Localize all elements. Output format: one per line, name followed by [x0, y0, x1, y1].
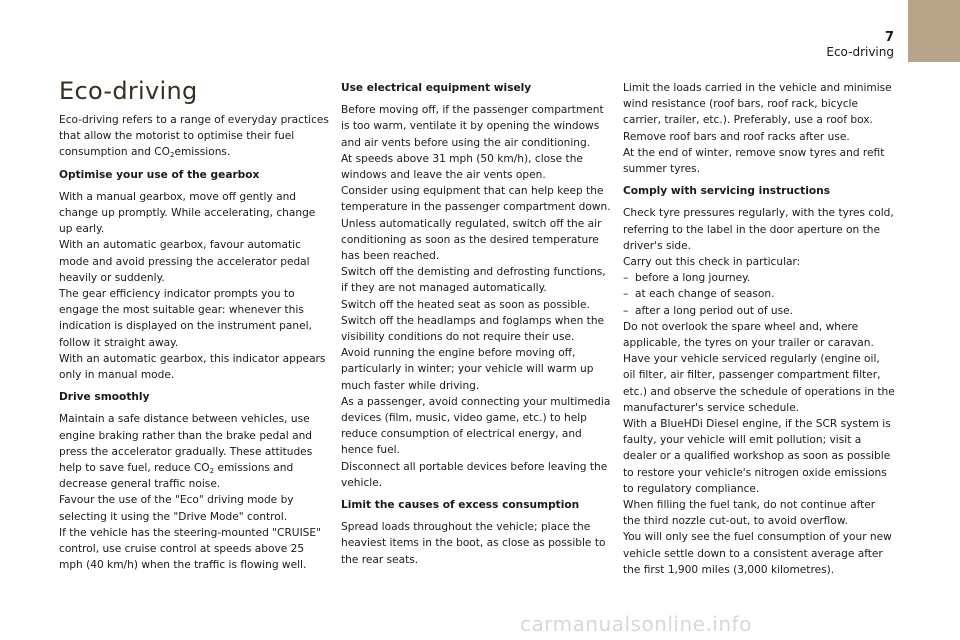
gearbox-line: With a manual gearbox, move off gently and change up promptly. While accelerating, change up early.: [59, 190, 316, 236]
electrical-line: Consider using equipment that can help keep the temperature in the passenger compartment down.: [341, 185, 611, 214]
page-header: [826, 30, 894, 60]
smooth-text: Maintain a safe distance between vehicles, use engine braking rather than the brake pedal and press the accelerator gradually. These attitudes help to save fuel, reduce CO: [59, 413, 313, 475]
excess-line: Spread loads throughout the vehicle; place the heaviest items in the boot, as close as possible to the rear seats.: [341, 521, 606, 566]
servicing-line: With a BlueHDi Diesel engine, if the SCR system is faulty, your vehicle will emit pollution; visit a dealer or a qualified workshop as soon as possible to restore your vehicle's nitrogen oxide emissions to regulatory compliance.: [623, 418, 891, 495]
intro-subscript: 2: [170, 151, 175, 160]
electrical-line: Switch off the heated seat as soon as possible.: [341, 298, 590, 311]
column-2: [341, 80, 613, 568]
electrical-line: Avoid running the engine before moving off, particularly in winter; your vehicle will warm up much faster while driving.: [341, 347, 594, 392]
servicing-line: Check tyre pressures regularly, with the tyres cold, referring to the label in the door aperture on the driver's side.: [623, 207, 894, 252]
electrical-section: [341, 102, 613, 491]
gearbox-line: With an automatic gearbox, favour automatic mode and avoid pressing the accelerator pedal heavily or suddenly.: [59, 239, 310, 284]
servicing-line: When filling the fuel tank, do not continue after the third nozzle cut-out, to avoid overflow.: [623, 499, 876, 528]
intro-text: Eco-driving refers to a range of everyday practices that allow the motorist to optimise their fuel consumption and CO: [59, 114, 329, 159]
servicing-section: [623, 205, 895, 578]
load-line: Limit the loads carried in the vehicle and minimise wind resistance (roof bars, roof rack, bicycle carrier, trailer, etc.). Preferably, use a roof box.: [623, 82, 892, 127]
smooth-paragraph: [59, 411, 331, 492]
electrical-line: Unless automatically regulated, switch off the air conditioning as soon as the desired temperature has been reached.: [341, 217, 602, 263]
heading-drive-smoothly: Drive smoothly: [59, 391, 150, 404]
heading-excess-consumption: Limit the causes of excess consumption: [341, 499, 580, 512]
heading-gearbox: Optimise your use of the gearbox: [59, 168, 260, 181]
smooth-text-end: emissions and decrease general traffic noise.: [59, 462, 294, 491]
dash-list-item: – after a long period out of use.: [623, 303, 895, 319]
electrical-line: At speeds above 31 mph (50 km/h), close the windows and leave the air vents open.: [341, 152, 583, 182]
section-title: Eco-driving: [826, 45, 894, 59]
electrical-line: Switch off the headlamps and foglamps when the visibility conditions do not require their use.: [341, 314, 605, 344]
intro-paragraph: [59, 112, 331, 161]
load-line: Remove roof bars and roof racks after use.: [623, 130, 850, 143]
servicing-line: You will only see the fuel consumption of your new vehicle settle down to a consistent average after the first 1,900 miles (3,000 kilometres).: [623, 531, 892, 576]
electrical-line: Before moving off, if the passenger compartment is too warm, ventilate it by opening the windows and air vents before using the air conditioning.: [341, 104, 604, 149]
load-line: At the end of winter, remove snow tyres and refit summer tyres.: [623, 146, 885, 176]
chapter-tab: [908, 0, 960, 62]
gearbox-section: [59, 189, 331, 383]
servicing-line: Carry out this check in particular:: [623, 256, 801, 269]
servicing-line: Do not overlook the spare wheel and, where applicable, the tyres on your trailer or caravan.: [623, 320, 874, 350]
smooth-line: If the vehicle has the steering-mounted "CRUISE" control, use cruise control at speeds above 25 mph (40 km/h) when the traffic is flowing well.: [59, 526, 321, 572]
heading-electrical: Use electrical equipment wisely: [341, 82, 532, 94]
smooth-section: [59, 411, 331, 573]
smooth-line: Favour the use of the "Eco" driving mode by selecting it using the "Drive Mode" control.: [59, 494, 294, 523]
gearbox-line: With an automatic gearbox, this indicator appears only in manual mode.: [59, 352, 326, 382]
dash-list-item: – before a long journey.: [623, 270, 895, 286]
gearbox-line: The gear efficiency indicator prompts you to engage the most suitable gear: whenever this indication is displayed on the instrument panel, follow it straight away.: [59, 288, 312, 349]
servicing-line: Have your vehicle serviced regularly (engine oil, oil filter, air filter, passenger compartment filter, etc.) and observe the schedule of operations in the manufacturer's service schedule.: [623, 353, 895, 414]
column-3: [623, 80, 895, 578]
intro-text-end: emissions.: [174, 146, 231, 159]
smooth-subscript: 2: [209, 467, 215, 476]
excess-section: [341, 519, 613, 568]
page-title: Eco-driving: [59, 77, 198, 105]
watermark: carmanualsonline.info: [520, 612, 752, 636]
electrical-line: Disconnect all portable devices before leaving the vehicle.: [341, 460, 608, 489]
dash-list-item: – at each change of season.: [623, 286, 895, 302]
load-section: [623, 80, 895, 177]
page-number: 7: [884, 30, 894, 45]
electrical-line: As a passenger, avoid connecting your multimedia devices (film, music, video game, etc.) to help reduce consumption of electrical energy, and hence fuel.: [341, 395, 611, 457]
electrical-line: Switch off the demisting and defrosting functions, if they are not managed automatically.: [341, 266, 606, 295]
column-1: [59, 76, 331, 573]
heading-servicing: Comply with servicing instructions: [623, 185, 830, 198]
